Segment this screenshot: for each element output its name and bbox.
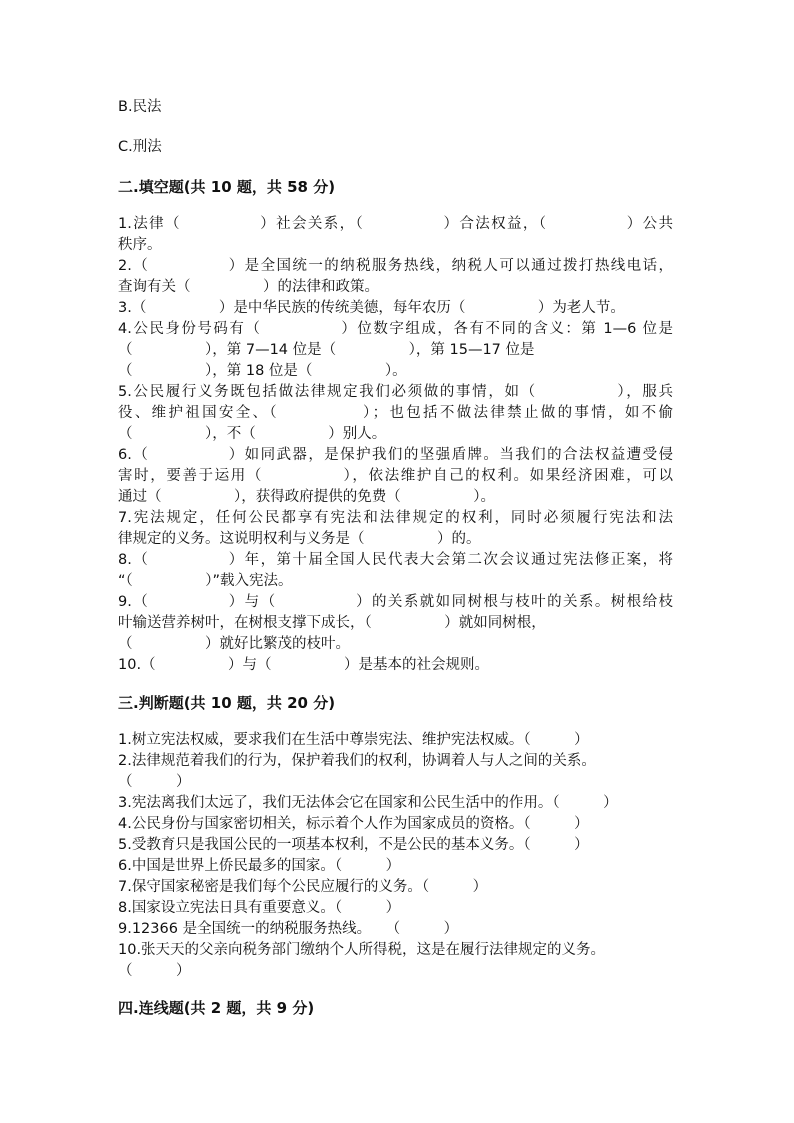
fill-blank-line: 律规定的义务。这说明权利与义务是（ ）的。 <box>118 531 481 547</box>
fill-blank-line: 1.法律（ ）社会关系，（ ）合法权益，（ ）公共 <box>118 216 673 232</box>
true-false-line: 8.国家设立宪法日具有重要意义。（ ） <box>118 900 401 916</box>
true-false-line: 6.中国是世界上侨民最多的国家。（ ） <box>118 858 401 874</box>
fill-blank-line: 叶输送营养树叶，在树根支撑下成长，（ ）就如同树根， <box>118 615 546 631</box>
fill-blank-line: 10.（ ）与（ ）是基本的社会规则。 <box>118 657 490 673</box>
true-false-heading: 三.判断题(共 10 题，共 20 分) <box>118 694 336 712</box>
fill-blank-heading: 二.填空题(共 10 题，共 58 分) <box>118 178 336 196</box>
matching-heading: 四.连线题(共 2 题，共 9 分) <box>118 999 315 1017</box>
fill-blank-line: 2.（ ）是全国统一的纳税服务热线，纳税人可以通过拨打热线电话， <box>118 258 673 274</box>
true-false-line: （ ） <box>118 963 191 979</box>
fill-blank-line: 9.（ ）与（ ）的关系就如同树根与枝叶的关系。树根给枝 <box>118 594 673 610</box>
fill-blank-line: 3.（ ）是中华民族的传统美德，每年农历（ ）为老人节。 <box>118 300 625 316</box>
fill-blank-line: 害时，要善于运用（ ），依法维护自己的权利。如果经济困难，可以 <box>118 468 673 484</box>
fill-blank-line: 5.公民履行义务既包括做法律规定我们必须做的事情，如（ ），服兵 <box>118 384 673 400</box>
true-false-line: 1.树立宪法权威，要求我们在生活中尊崇宪法、维护宪法权威。（ ） <box>118 732 589 748</box>
fill-blank-line: 秩序。 <box>118 237 162 253</box>
true-false-line: 2.法律规范着我们的行为，保护着我们的权利，协调着人与人之间的关系。 <box>118 753 596 769</box>
fill-blank-line: 6.（ ）如同武器，是保护我们的坚强盾牌。当我们的合法权益遭受侵 <box>118 447 673 463</box>
option-b: B.民法 <box>118 99 162 115</box>
fill-blank-line: （ ）就好比繁茂的枝叶。 <box>118 636 350 652</box>
fill-blank-line: 通过（ ），获得政府提供的免费（ ）。 <box>118 489 495 505</box>
fill-blank-line: （ ），第 18 位是（ ）。 <box>118 363 407 379</box>
true-false-line: （ ） <box>118 774 191 790</box>
fill-blank-line: （ ），第 7—14 位是（ ），第 15—17 位是 <box>118 342 535 358</box>
fill-blank-line: 役、维护祖国安全、（ ）；也包括不做法律禁止做的事情，如不偷 <box>118 405 673 421</box>
true-false-line: 9.12366 是全国统一的纳税服务热线。 （ ） <box>118 921 459 937</box>
fill-blank-line: （ ），不（ ）别人。 <box>118 426 387 442</box>
fill-blank-line: “（ ）”载入宪法。 <box>118 573 293 589</box>
true-false-line: 10.张天天的父亲向税务部门缴纳个人所得税，这是在履行法律规定的义务。 <box>118 942 606 958</box>
true-false-line: 4.公民身份与国家密切相关，标示着个人作为国家成员的资格。（ ） <box>118 816 589 832</box>
option-c: C.刑法 <box>118 139 162 155</box>
fill-blank-line: 8.（ ）年，第十届全国人民代表大会第二次会议通过宪法修正案，将 <box>118 552 673 568</box>
fill-blank-line: 4.公民身份号码有（ ）位数字组成，各有不同的含义：第 1—6 位是 <box>118 321 673 337</box>
true-false-line: 7.保守国家秘密是我们每个公民应履行的义务。（ ） <box>118 879 488 895</box>
true-false-line: 5.受教育只是我国公民的一项基本权利，不是公民的基本义务。（ ） <box>118 837 589 853</box>
fill-blank-line: 7.宪法规定，任何公民都享有宪法和法律规定的权利，同时必须履行宪法和法 <box>118 510 673 526</box>
true-false-line: 3.宪法离我们太远了，我们无法体会它在国家和公民生活中的作用。（ ） <box>118 795 618 811</box>
fill-blank-line: 查询有关（ ）的法律和政策。 <box>118 279 379 295</box>
